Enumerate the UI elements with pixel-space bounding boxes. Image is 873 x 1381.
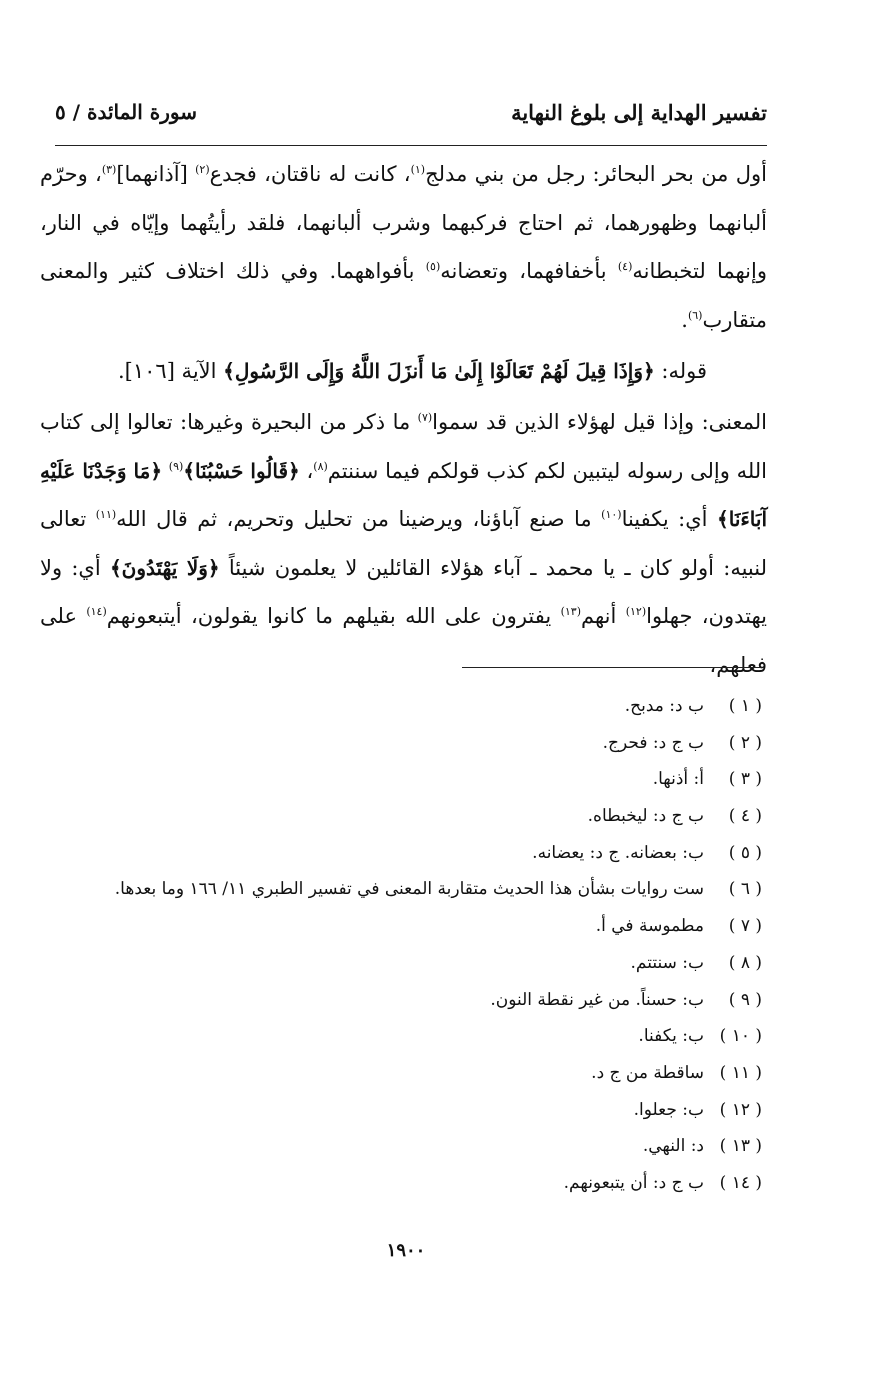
text-run: أي: يكفينا: [621, 507, 717, 531]
footnote-ref-5: (٥): [425, 260, 441, 273]
footnote-text: ب: حسناً. من غير نقطة النون.: [490, 989, 704, 1010]
text-run: يفترون على الله بقيلهم ما كانوا يقولون، أيتبعونهم: [106, 604, 561, 628]
footnote-text: ساقطة من ج د.: [591, 1062, 704, 1083]
footnote-text: د: النهي.: [642, 1136, 704, 1157]
footnote-ref-1: (١): [410, 163, 426, 176]
surah-label: سورة المائدة / ٥: [55, 100, 198, 124]
text-run: أي: ولا يهتدون، جهلوا: [40, 555, 768, 628]
text-run: بأفواههما. وفي ذلك اختلاف كثير والمعنى متقارب: [40, 259, 767, 332]
footnote-number: ( ٤ ): [728, 806, 762, 827]
text-run: ،: [299, 458, 314, 483]
text-run: [162, 459, 169, 483]
footnote-divider: [462, 667, 762, 668]
text-run: تعالى لنبيه: أولو كان ـ يا محمد ـ آباء هؤلاء القائلين لا يعلمون شيئاً: [40, 507, 767, 580]
quran-quote: ﴿قَالُوا حَسْبُنَا﴾: [183, 458, 300, 483]
text-run: أول من بحر البحائر: رجل من بني مدلج: [425, 162, 767, 186]
text-run: على فعلهم،: [40, 604, 767, 677]
footnote: [60, 835, 762, 872]
footnote-number: ( ٩ ): [728, 989, 762, 1010]
paragraph-bahira-story: [40, 150, 767, 344]
main-text: [40, 150, 767, 689]
footnote: [60, 761, 762, 798]
quran-quote: ﴿وَلَا يَهْتَدُونَ﴾: [109, 555, 220, 580]
text-run: ما ذكر من البحيرة وغيرها: تعالوا إلى كتاب الله وإلى رسوله ليتبين لكم كذب قولكم فيما سننتم: [40, 410, 768, 483]
footnote: [60, 798, 762, 835]
footnote-number: ( ٥ ): [728, 842, 762, 863]
footnotes: [60, 688, 762, 1202]
footnote-ref-2: (٢): [195, 163, 210, 176]
footnote: [60, 725, 762, 762]
footnote-ref-4: (٤): [617, 260, 633, 273]
footnote-ref-8: (٨): [313, 459, 328, 473]
footnote-text: ب: سنتتم.: [630, 952, 704, 973]
footnote-number: ( ١ ): [728, 696, 762, 716]
footnote-ref-7: (٧): [417, 411, 433, 424]
footnote: [60, 1018, 762, 1055]
quran-quote: ﴿مَا وَجَدْنَا عَلَيْهِ آبَاءَنَا﴾: [40, 458, 767, 531]
footnote-text: مطموسة في أ.: [595, 916, 704, 937]
footnote: [60, 945, 762, 982]
footnote-number: ( ١١ ): [719, 1062, 762, 1083]
footnote: [60, 1165, 762, 1202]
footnote: [60, 871, 762, 908]
text-run: ، وحرّم ألبانهما وظهورهما، ثم احتاج فركبهما وشرب ألبانهما، فلقد رأيتُهما وإيّاه في النار، وإنهما لتخبطانه: [40, 162, 767, 283]
footnote: [60, 1128, 762, 1165]
footnote: [60, 908, 762, 945]
paragraph-meaning: [40, 398, 767, 689]
footnote-ref-11: (١١): [95, 508, 117, 521]
footnote-ref-10: (١٠): [601, 508, 622, 521]
header-divider: [55, 145, 767, 146]
footnote-text: ست روايات بشأن هذا الحديث متقاربة المعنى في تفسير الطبري ١١/ ١٦٦ وما بعدها.: [114, 879, 704, 900]
text-run: المعنى: وإذا قيل لهؤلاء الذين قد سموا: [432, 410, 767, 434]
running-header: [55, 92, 767, 132]
footnote-number: ( ٢ ): [728, 732, 762, 753]
footnote-number: ( ٣ ): [728, 769, 762, 790]
footnote-number: ( ١٠ ): [719, 1026, 762, 1047]
footnote-text: ب ج د: أن يتبعونهم.: [563, 1172, 704, 1193]
book-title: تفسير الهداية إلى بلوغ النهاية: [511, 100, 767, 125]
footnote: [60, 688, 762, 725]
footnote-ref-3: (٣): [101, 163, 117, 176]
text-run: بأخفافهما، وتعضانه: [440, 259, 618, 283]
footnote-text: ب: بعضانه. ج د: يعضانه.: [532, 842, 704, 863]
footnote-text: أ: أذنها.: [652, 769, 704, 790]
verse-heading: [40, 344, 767, 398]
verse-prefix: قوله:: [654, 359, 707, 383]
footnote-text: ب د: مدبح.: [624, 696, 704, 716]
footnote-text: ب: يكفنا.: [638, 1026, 704, 1047]
footnote: [60, 1055, 762, 1092]
footnote-text: ب ج د: ليخبطاه.: [587, 806, 704, 827]
text-run: أنهم: [581, 604, 626, 628]
verse-suffix: الآية [١٠٦].: [117, 359, 224, 383]
footnote-number: ( ١٤ ): [719, 1172, 762, 1193]
quran-verse: ﴿وَإِذَا قِيلَ لَهُمْ تَعَالَوْا إِلَىٰ مَا أَنزَلَ اللَّهُ وَإِلَى الرَّسُولِ﴾: [223, 359, 655, 383]
footnote-text: ب ج د: فحرج.: [602, 732, 704, 753]
footnote: [60, 1092, 762, 1129]
text-run: .: [681, 307, 688, 332]
footnote: [60, 982, 762, 1019]
footnote-ref-13: (١٣): [560, 605, 581, 618]
text-run: ، كانت له ناقتان، فجدع: [209, 162, 411, 186]
footnote-number: ( ٨ ): [728, 952, 762, 973]
footnote-number: ( ١٣ ): [719, 1136, 762, 1157]
text-run: [آذانهما]: [116, 162, 196, 186]
footnote-number: ( ٦ ): [728, 879, 762, 900]
footnote-number: ( ٧ ): [728, 916, 762, 937]
footnote-text: ب: جعلوا.: [633, 1099, 704, 1120]
footnote-ref-14: (١٤): [86, 605, 107, 618]
footnote-number: ( ١٢ ): [719, 1099, 762, 1120]
footnote-ref-12: (١٢): [625, 605, 647, 618]
page-number: ١٩٠٠: [386, 1240, 426, 1261]
text-run: ما صنع آباؤنا، ويرضينا من تحليل وتحريم، ثم قال الله: [116, 507, 602, 531]
footnote-ref-9: (٩): [168, 459, 184, 473]
footnote-ref-6: (٦): [687, 308, 703, 322]
